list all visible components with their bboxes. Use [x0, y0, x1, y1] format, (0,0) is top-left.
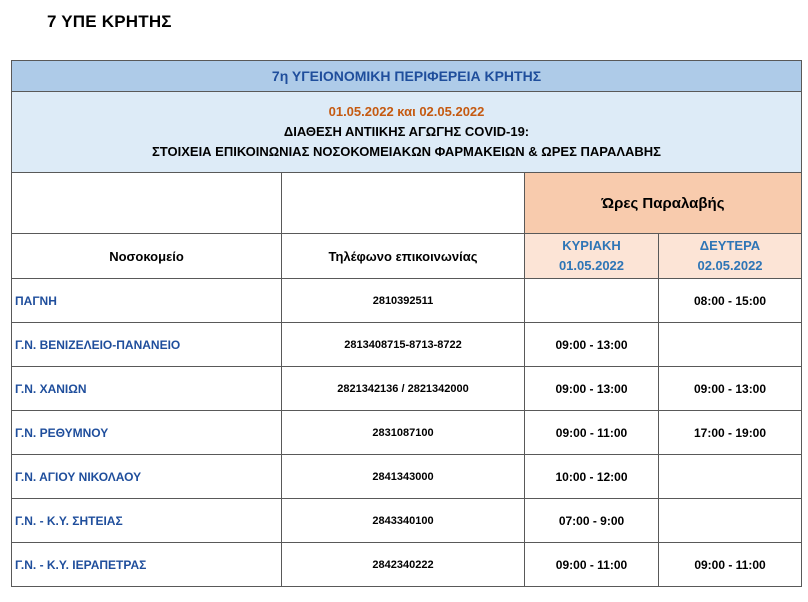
table-row [12, 279, 802, 323]
phone-number: 2841343000 [282, 455, 525, 499]
sunday-hours: 09:00 - 13:00 [525, 323, 659, 367]
monday-hours: 09:00 - 13:00 [659, 367, 802, 411]
table-row [12, 499, 802, 543]
sunday-hours: 07:00 - 9:00 [525, 499, 659, 543]
column-header-sunday [525, 234, 659, 279]
hospital-name: Γ.Ν. - Κ.Υ. ΙΕΡΑΠΕΤΡΑΣ [12, 543, 282, 587]
hospital-name: Γ.Ν. ΧΑΝΙΩΝ [12, 367, 282, 411]
hospital-name: ΠΑΓΝΗ [12, 279, 282, 323]
table-row [12, 543, 802, 587]
sunday-hours: 09:00 - 13:00 [525, 367, 659, 411]
phone-number: 2843340100 [282, 499, 525, 543]
blank-header-cell [282, 173, 525, 234]
table-row [12, 455, 802, 499]
hospital-name: Γ.Ν. ΡΕΘΥΜΝΟΥ [12, 411, 282, 455]
sunday-hours: 09:00 - 11:00 [525, 411, 659, 455]
sunday-hours: 10:00 - 12:00 [525, 455, 659, 499]
info-line-1: ΔΙΑΘΕΣΗ ΑΝΤΙΙΚΗΣ ΑΓΩΓΗΣ COVID-19: [283, 124, 530, 139]
blank-header-cell [12, 173, 282, 234]
info-dates: 01.05.2022 και 02.05.2022 [328, 104, 485, 119]
day-name: ΚΥΡΙΑΚΗ [562, 238, 621, 253]
monday-hours [659, 499, 802, 543]
hospital-name: Γ.Ν. - Κ.Υ. ΣΗΤΕΙΑΣ [12, 499, 282, 543]
day-date: 02.05.2022 [697, 258, 763, 273]
phone-number: 2842340222 [282, 543, 525, 587]
day-name: ΔΕΥΤΕΡΑ [699, 238, 761, 253]
column-header-phone: Τηλέφωνο επικοινωνίας [282, 234, 525, 279]
table-row [12, 411, 802, 455]
info-banner [12, 92, 802, 173]
hospital-name: Γ.Ν. ΑΓΙΟΥ ΝΙΚΟΛΑΟΥ [12, 455, 282, 499]
pickup-hours-header: Ώρες Παραλαβής [525, 173, 802, 234]
monday-hours: 17:00 - 19:00 [659, 411, 802, 455]
phone-number: 2813408715-8713-8722 [282, 323, 525, 367]
day-date: 01.05.2022 [558, 258, 625, 273]
monday-hours: 08:00 - 15:00 [659, 279, 802, 323]
monday-hours [659, 455, 802, 499]
hospital-name: Γ.Ν. ΒΕΝΙΖΕΛΕΙΟ-ΠΑΝΑΝΕΙΟ [12, 323, 282, 367]
region-title: 7η ΥΓΕΙΟΝΟΜΙΚΗ ΠΕΡΙΦΕΡΕΙΑ ΚΡΗΤΗΣ [12, 61, 802, 92]
sunday-hours: 09:00 - 11:00 [525, 543, 659, 587]
page-title: 7 ΥΠΕ ΚΡΗΤΗΣ [47, 12, 172, 31]
table-row [12, 323, 802, 367]
phone-number: 2810392511 [282, 279, 525, 323]
info-line-2: ΣΤΟΙΧΕΙΑ ΕΠΙΚΟΙΝΩΝΙΑΣ ΝΟΣΟΚΟΜΕΙΑΚΩΝ ΦΑΡΜΑΚΕΙΩΝ & ΩΡΕΣ ΠΑΡΑΛΑΒΗΣ [152, 144, 661, 159]
monday-hours: 09:00 - 11:00 [659, 543, 802, 587]
pharmacy-schedule-table [11, 60, 802, 587]
table-row [12, 367, 802, 411]
column-header-hospital: Νοσοκομείο [12, 234, 282, 279]
monday-hours [659, 323, 802, 367]
sunday-hours [525, 279, 659, 323]
phone-number: 2831087100 [282, 411, 525, 455]
phone-number: 2821342136 / 2821342000 [282, 367, 525, 411]
column-header-monday [659, 234, 802, 279]
